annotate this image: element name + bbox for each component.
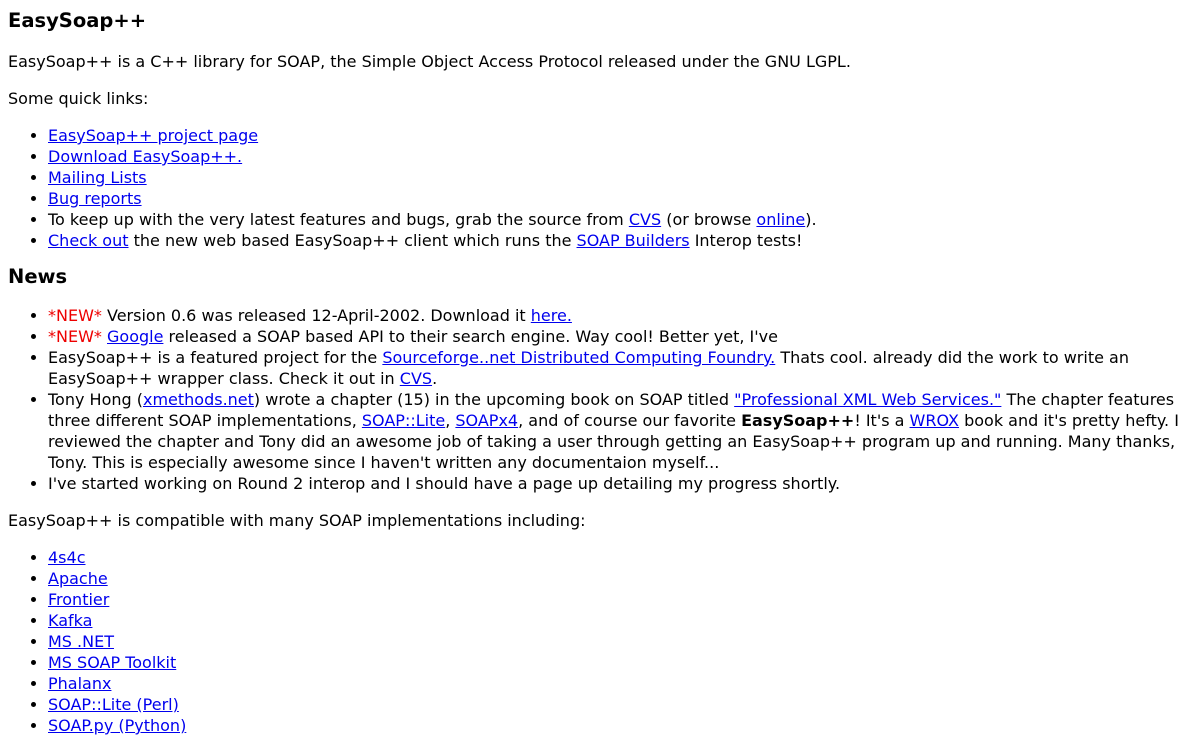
- news-item: [48, 305, 1192, 326]
- list-item: [48, 652, 1192, 673]
- cvs-text-mid: (or browse: [661, 210, 757, 229]
- news-text: .: [432, 369, 438, 388]
- check-out-text: the new web based EasySoap++ client which runs the: [128, 231, 577, 250]
- compat-link-frontier[interactable]: Frontier: [48, 590, 110, 609]
- quick-links-label: Some quick links:: [8, 89, 149, 108]
- list-item: [48, 547, 1192, 568]
- news-heading: News: [8, 265, 68, 288]
- mailing-lists-link[interactable]: Mailing Lists: [48, 168, 147, 187]
- compat-list: [8, 547, 1192, 736]
- check-out-text-post: Interop tests!: [689, 231, 803, 250]
- news-text: I've started working on Round 2 interop and I should have a page up detailing my progress shortly.: [48, 474, 841, 493]
- xmethods-link[interactable]: xmethods.net: [142, 390, 254, 409]
- new-badge: *NEW*: [48, 306, 102, 325]
- check-out-link[interactable]: Check out: [48, 231, 129, 250]
- cvs-text-pre: To keep up with the very latest features and bugs, grab the source from: [48, 210, 629, 229]
- news-text: , and of course our favorite: [518, 411, 742, 430]
- news-text: released a SOAP based API to their search engine. Way cool! Better yet, I've: [163, 327, 778, 346]
- soap-lite-link[interactable]: SOAP::Lite: [361, 411, 446, 430]
- list-item: [48, 589, 1192, 610]
- list-item: [48, 230, 1192, 251]
- compat-link-ms-net[interactable]: MS .NET: [48, 632, 114, 651]
- easysoap-bold: EasySoap++: [741, 411, 855, 430]
- intro-text: EasySoap++ is a C++ library for SOAP, the Simple Object Access Protocol released under the GNU LGPL.: [8, 52, 851, 71]
- download-here-link[interactable]: here.: [530, 306, 572, 325]
- news-item: [48, 473, 1192, 494]
- news-text: The chapter features three different SOAP implementations,: [48, 390, 1175, 430]
- news-list: [8, 305, 1192, 494]
- quick-links-list: [8, 125, 1192, 251]
- soapx4-link[interactable]: SOAPx4: [455, 411, 519, 430]
- compat-link-soap-lite[interactable]: SOAP::Lite (Perl): [48, 695, 179, 714]
- new-badge: *NEW*: [48, 327, 102, 346]
- list-item: [48, 673, 1192, 694]
- news-item: [48, 326, 1192, 347]
- compat-link-kafka[interactable]: Kafka: [48, 611, 93, 630]
- compat-link-soap-py[interactable]: SOAP.py (Python): [48, 716, 187, 735]
- news-text: ,: [445, 411, 456, 430]
- list-item: [48, 167, 1192, 188]
- online-link[interactable]: online: [756, 210, 806, 229]
- google-link[interactable]: Google: [107, 327, 164, 346]
- list-item: [48, 188, 1192, 209]
- compat-label: EasySoap++ is compatible with many SOAP implementations including:: [8, 511, 586, 530]
- wrox-link[interactable]: WROX: [909, 411, 959, 430]
- compat-link-apache[interactable]: Apache: [48, 569, 108, 588]
- sourceforge-foundry-link[interactable]: Sourceforge..net Distributed Computing Foundry.: [382, 348, 776, 367]
- news-text: Thats cool. already did the work to write an EasySoap++ wrapper class. Check it out in: [48, 348, 1129, 388]
- news-text: Version 0.6 was released 12-April-2002. Download it: [101, 306, 531, 325]
- list-item: [48, 209, 1192, 230]
- bug-reports-link[interactable]: Bug reports: [48, 189, 142, 208]
- list-item: [48, 715, 1192, 736]
- project-page-link[interactable]: EasySoap++ project page: [48, 126, 259, 145]
- list-item: [48, 610, 1192, 631]
- news-text: ) wrote a chapter (15) in the upcoming book on SOAP titled: [253, 390, 735, 409]
- list-item: [48, 694, 1192, 715]
- compat-link-phalanx[interactable]: Phalanx: [48, 674, 112, 693]
- news-item: [48, 389, 1192, 473]
- news-text: book and it's pretty hefty. I reviewed the chapter and Tony did an awesome job of taking a user through getting an EasySoap++ program up and running. Many thanks, Tony. This is especially awesome since I haven't written any documentaion myself...: [48, 411, 1179, 472]
- soap-builders-link[interactable]: SOAP Builders: [576, 231, 690, 250]
- cvs-link[interactable]: CVS: [628, 210, 662, 229]
- book-link[interactable]: "Professional XML Web Services.": [734, 390, 1002, 409]
- page-title: EasySoap++: [8, 9, 147, 32]
- cvs-link[interactable]: CVS: [399, 369, 433, 388]
- compat-link-ms-soap-toolkit[interactable]: MS SOAP Toolkit: [48, 653, 177, 672]
- news-text: ! It's a: [854, 411, 910, 430]
- list-item: [48, 125, 1192, 146]
- list-item: [48, 631, 1192, 652]
- news-item: [48, 347, 1192, 389]
- list-item: [48, 568, 1192, 589]
- download-link[interactable]: Download EasySoap++.: [48, 147, 243, 166]
- news-text: EasySoap++ is a featured project for the: [48, 348, 383, 367]
- list-item: [48, 146, 1192, 167]
- cvs-text-post: ).: [805, 210, 817, 229]
- compat-link-4s4c[interactable]: 4s4c: [48, 548, 86, 567]
- news-text: Tony Hong (: [48, 390, 143, 409]
